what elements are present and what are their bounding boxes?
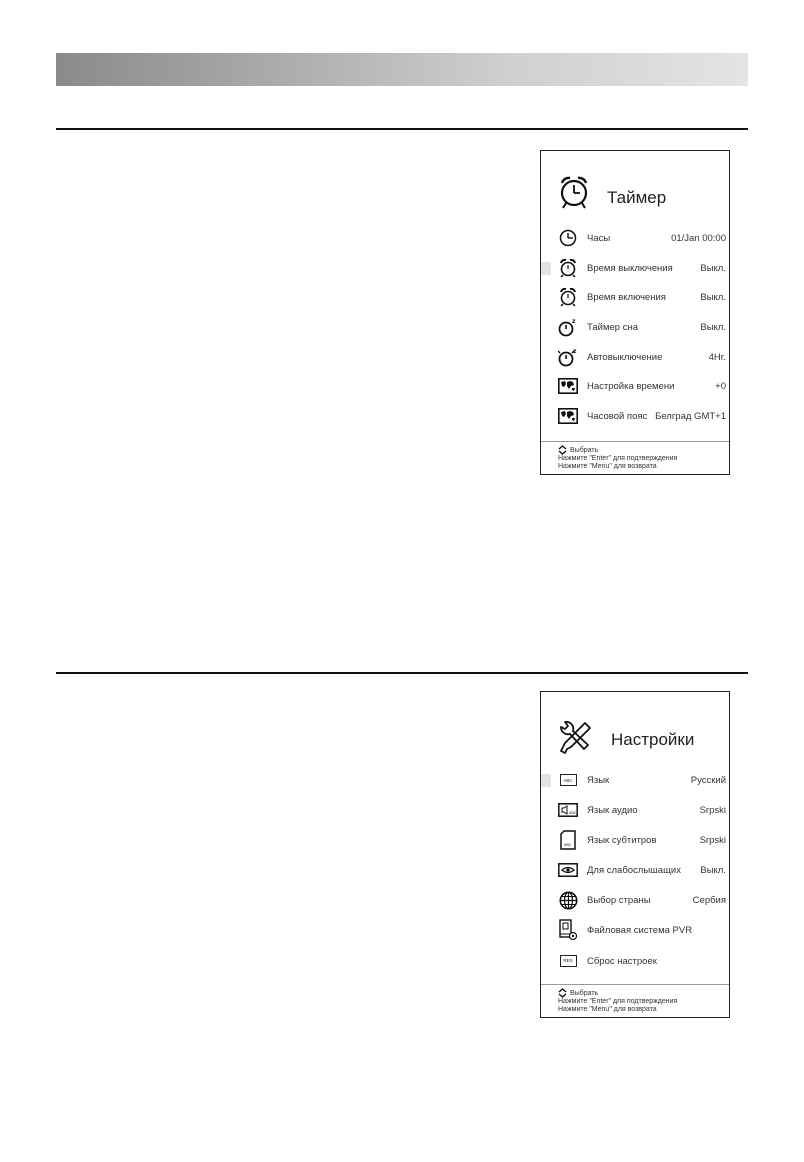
menu-item-value: Srpski xyxy=(699,805,726,817)
timer-menu-item-auto-off[interactable] xyxy=(541,343,729,373)
settings-menu-header xyxy=(541,692,729,767)
hearing-impaired-icon xyxy=(558,860,578,880)
audio-language-icon-text: ABC xyxy=(569,811,577,816)
settings-menu-item-language[interactable] xyxy=(541,766,729,796)
timer-menu-item-time-zone[interactable] xyxy=(541,402,729,432)
menu-item-value: Выкл. xyxy=(700,322,726,334)
menu-item-value: Srpski xyxy=(699,835,726,847)
footer-confirm-hint: Нажмите "Enter" для подтверждения xyxy=(558,455,678,462)
footer-back-hint: Нажмите "Menu" для возврата xyxy=(558,1006,657,1013)
subtitle-language-icon-text: ABC xyxy=(564,843,572,848)
tools-icon xyxy=(557,719,593,760)
menu-item-label: Для слабослышащих xyxy=(587,865,681,877)
settings-menu-footer xyxy=(541,984,729,1017)
menu-item-label: Таймер сна xyxy=(587,322,638,334)
settings-menu-item-reset[interactable] xyxy=(541,947,729,977)
settings-menu-panel xyxy=(540,691,730,1018)
timer-menu-item-on-time[interactable] xyxy=(541,283,729,313)
settings-menu-item-subtitle-language[interactable] xyxy=(541,826,729,856)
reset-icon xyxy=(558,951,578,971)
language-icon xyxy=(558,770,578,790)
menu-item-label: Файловая система PVR xyxy=(587,925,693,937)
timer-menu-panel xyxy=(540,150,730,475)
footer-select-label: Выбрать xyxy=(570,446,599,454)
svg-text:z: z xyxy=(572,318,576,326)
menu-item-label: Сброс настроек xyxy=(587,955,657,967)
auto-off-icon xyxy=(558,347,578,367)
settings-menu-item-audio-language[interactable] xyxy=(541,796,729,826)
settings-menu-title: Настройки xyxy=(611,730,695,749)
footer-confirm-hint: Нажмите "Enter" для подтверждения xyxy=(558,998,678,1005)
timer-menu-item-time-setting[interactable] xyxy=(541,372,729,402)
timer-menu-list xyxy=(541,224,729,432)
settings-menu-item-pvr-file-system[interactable] xyxy=(541,916,729,946)
page-header-bar xyxy=(56,53,748,86)
menu-item-label: Язык xyxy=(587,775,610,786)
timer-menu-item-sleep-timer[interactable] xyxy=(541,313,729,343)
menu-item-value: Выкл. xyxy=(700,865,726,877)
menu-item-value: 4Hr. xyxy=(708,351,726,363)
timer-menu-item-off-time[interactable] xyxy=(541,254,729,284)
menu-item-value: Выкл. xyxy=(700,262,726,274)
menu-item-label: Выбор страны xyxy=(587,895,651,907)
timer-menu-item-clock[interactable] xyxy=(541,224,729,254)
settings-menu-list xyxy=(541,766,729,977)
footer-back-hint: Нажмите "Menu" для возврата xyxy=(558,463,657,470)
world-map-icon xyxy=(558,406,578,426)
menu-item-label: Язык аудио xyxy=(587,805,638,817)
timer-menu-header xyxy=(541,151,729,226)
menu-item-label: Часы xyxy=(587,233,611,244)
alarm-clock-icon xyxy=(557,174,591,215)
alarm-clock-icon xyxy=(558,287,578,307)
pvr-file-system-icon xyxy=(558,920,578,940)
menu-item-label: Время выключения xyxy=(587,262,673,274)
timer-menu-footer xyxy=(541,441,729,474)
menu-item-value: Выкл. xyxy=(700,292,726,304)
footer-select-hint xyxy=(558,445,598,455)
settings-menu-item-hearing-impaired[interactable] xyxy=(541,856,729,886)
menu-item-label: Автовыключение xyxy=(587,351,663,363)
menu-item-label: Настройка времени xyxy=(587,381,675,393)
timer-menu-title: Таймер xyxy=(607,188,667,207)
world-map-icon xyxy=(558,376,578,396)
up-down-arrows-icon xyxy=(558,988,567,998)
svg-text:z: z xyxy=(573,347,577,355)
menu-item-label: Часовой пояс xyxy=(587,411,648,423)
footer-select-label: Выбрать xyxy=(570,989,599,997)
sleep-timer-icon xyxy=(558,317,578,337)
up-down-arrows-icon xyxy=(558,445,567,455)
reset-icon-text: RES xyxy=(560,955,577,967)
alarm-clock-icon xyxy=(558,258,578,278)
language-icon-text: ABC xyxy=(560,774,577,786)
section-divider-timer xyxy=(56,128,748,130)
menu-item-value: 01/Jan 00:00 xyxy=(671,233,726,244)
settings-menu-item-country[interactable] xyxy=(541,886,729,916)
audio-language-icon xyxy=(558,800,578,820)
globe-icon xyxy=(558,890,578,910)
subtitle-language-icon xyxy=(558,830,578,850)
menu-item-value: +0 xyxy=(715,381,726,393)
selection-indicator xyxy=(541,262,551,275)
menu-item-value: Сербия xyxy=(692,895,726,907)
clock-icon xyxy=(558,228,578,248)
menu-item-value: Белград GMT+1 xyxy=(655,411,726,423)
menu-item-label: Время включения xyxy=(587,292,666,304)
selection-indicator xyxy=(541,774,551,787)
menu-item-label: Язык субтитров xyxy=(587,835,657,847)
menu-item-value: Русский xyxy=(690,775,726,786)
footer-select-hint xyxy=(558,988,598,998)
section-divider-settings xyxy=(56,672,748,674)
